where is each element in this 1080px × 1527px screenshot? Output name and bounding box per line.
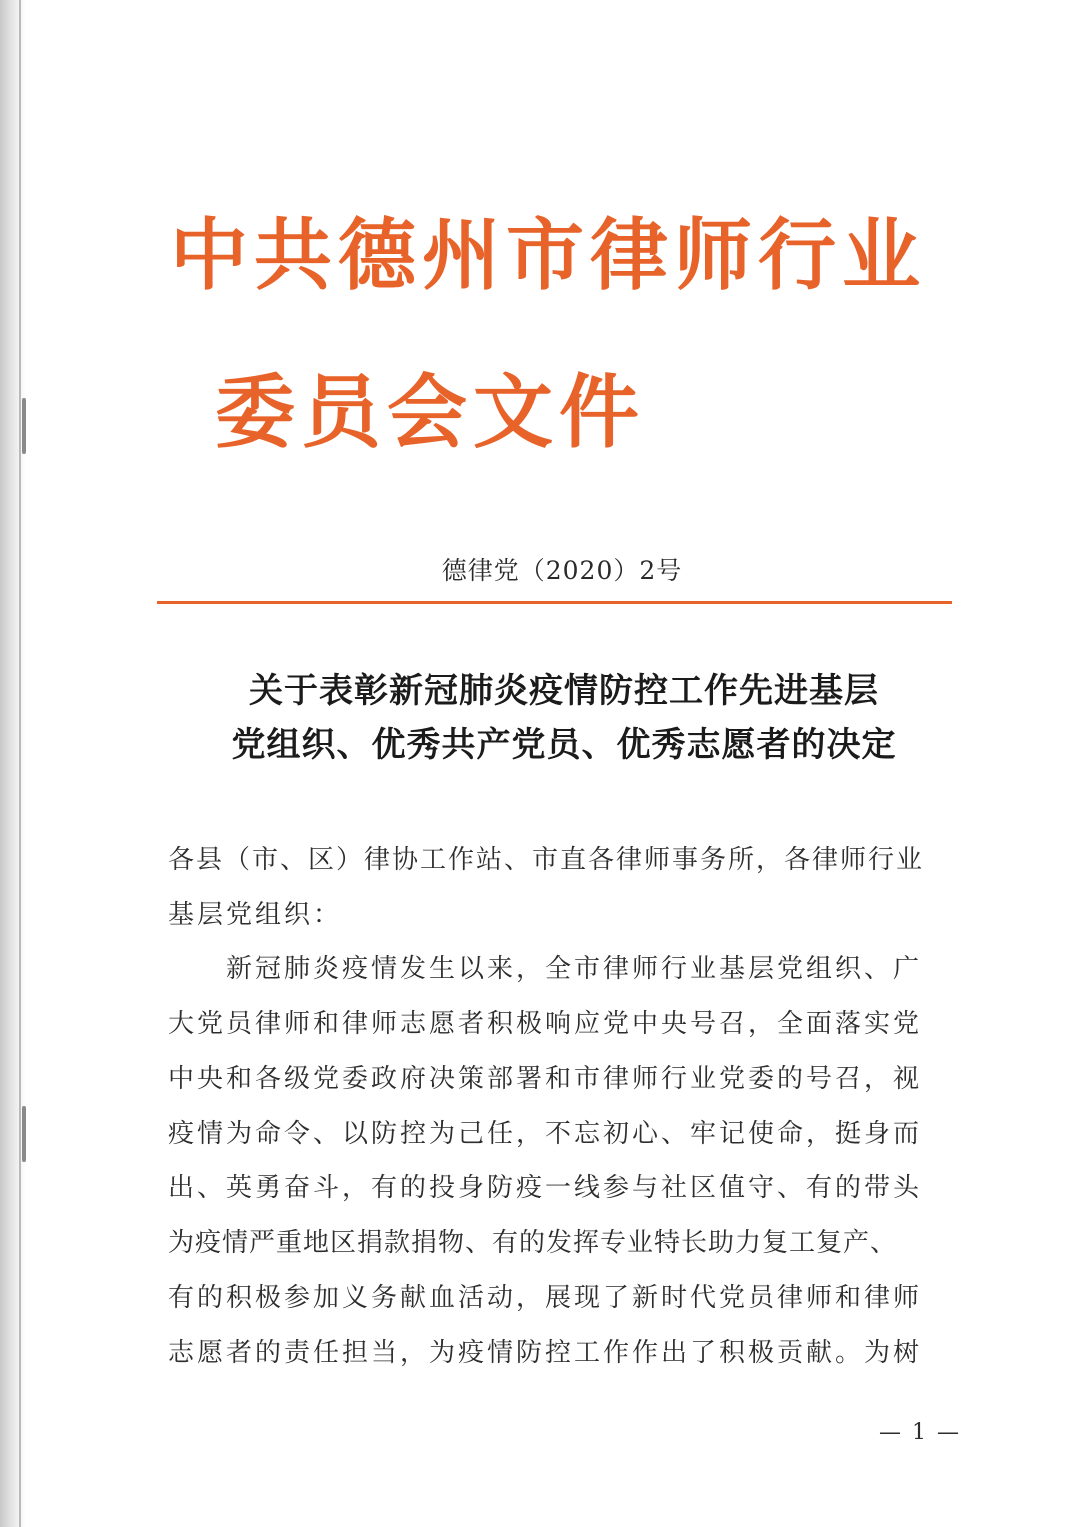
body-line: 大党员律师和律师志愿者积极响应党中央号召，全面落实党 — [168, 1009, 923, 1039]
document-title-line-2: 党组织、优秀共产党员、优秀志愿者的决定 — [231, 725, 897, 765]
staple-bottom — [22, 1106, 26, 1162]
body-line: 为疫情严重地区捐款捐物、有的发挥专业特长助力复工复产、 — [168, 1228, 898, 1258]
body-line: 志愿者的责任担当，为疫情防控工作作出了积极贡献。为树 — [168, 1338, 923, 1368]
header-title-line-1: 中共德州市律师行业 — [169, 210, 926, 301]
header-title-line-2: 委员会文件 — [215, 365, 645, 459]
body-line: 出、英勇奋斗，有的投身防疫一线参与社区值守、有的带头 — [168, 1173, 923, 1203]
body-line: 中央和各级党委政府决策部署和市律师行业党委的号召，视 — [168, 1064, 923, 1094]
body-line: 疫情为命令、以防控为己任，不忘初心、牢记使命，挺身而 — [168, 1119, 923, 1149]
document-number: 德律党（2020）2号 — [441, 556, 683, 585]
body-line: 有的积极参加义务献血活动，展现了新时代党员律师和律师 — [168, 1283, 923, 1313]
addressee-line-2: 基层党组织： — [168, 900, 343, 930]
red-divider — [157, 601, 952, 604]
page-number: — 1 — — [879, 1420, 961, 1445]
addressee-line-1: 各县（市、区）律协工作站、市直各律师事务所，各律师行业 — [168, 845, 925, 875]
body-line: 新冠肺炎疫情发生以来，全市律师行业基层党组织、广 — [168, 954, 923, 984]
document-title-line-1: 关于表彰新冠肺炎疫情防控工作先进基层 — [249, 671, 879, 711]
